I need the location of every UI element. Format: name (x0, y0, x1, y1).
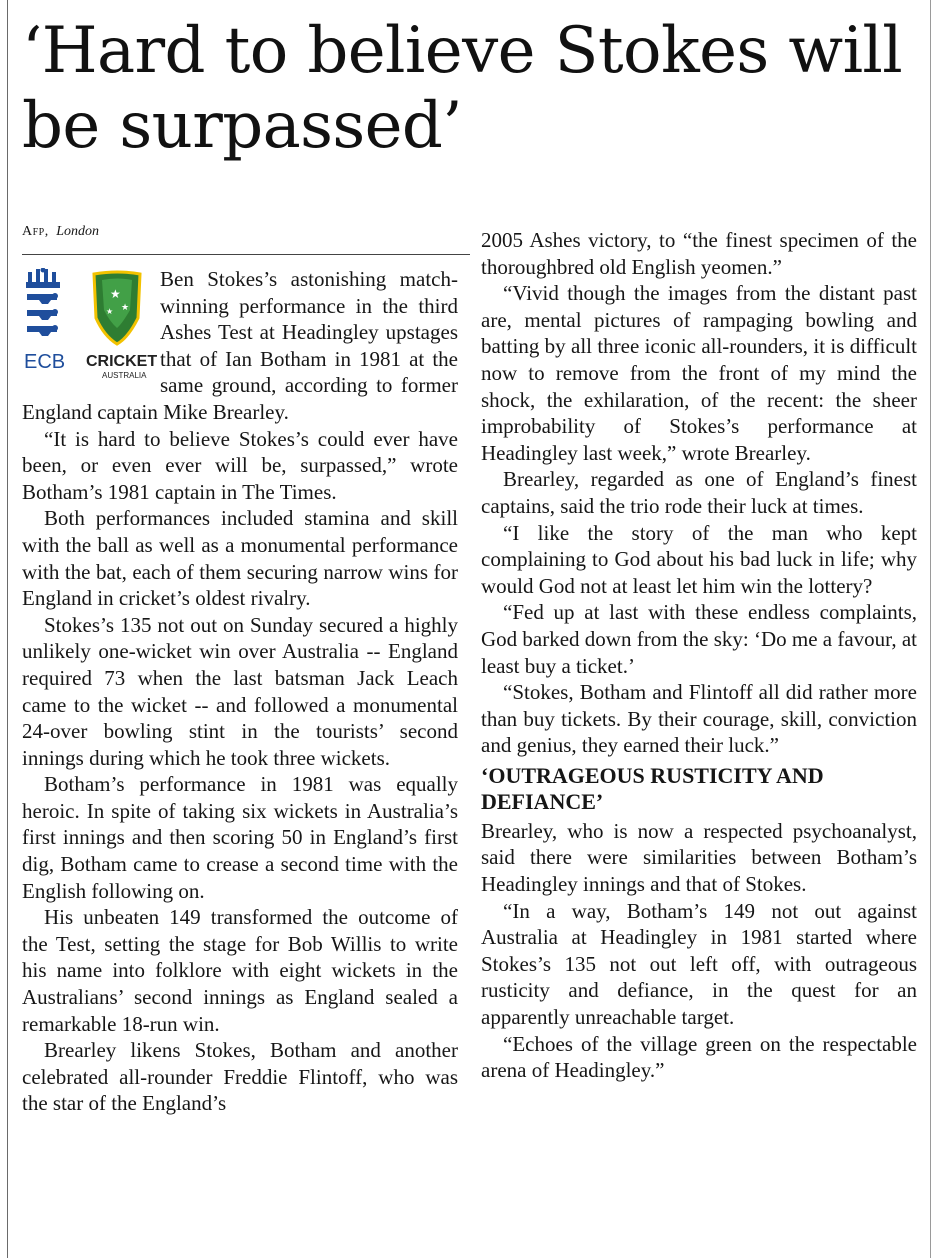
column-rule-left (7, 0, 8, 1258)
logo-wrap-space (22, 266, 160, 398)
star-icon: ★ (110, 287, 121, 301)
cricket-wordmark: CRICKET (86, 353, 158, 370)
body-paragraph: Brearley, regarded as one of England’s finest captains, said the trio rode their luck at times. (481, 467, 917, 518)
body-paragraph: His unbeaten 149 transformed the outcome of the Test, setting the stage for Bob Willis to write his name into folklore with eight wickets in the Australians’ second innings as England sealed a remarkable 18-run win. (22, 905, 458, 1036)
body-paragraph: “In a way, Botham’s 149 not out against Australia at Headingley in 1981 started where Stokes’s 135 not out left off, with outrageous rusticity and defiance, in the quest for an apparently unreachable target. (481, 898, 917, 1030)
body-paragraph: Botham’s performance in 1981 was equally heroic. In spite of taking six wickets in Australia’s first innings and then scoring 50 in England’s first dig, Botham came to crease a second time with the English following on. (22, 772, 458, 903)
body-paragraph: “Echoes of the village green on the respectable arena of Headingley.” (481, 1031, 917, 1083)
body-paragraph: “I like the story of the man who kept complaining to God about his bad luck in life; why would God not at least let him win the lottery? (481, 520, 917, 598)
column-rule-right (930, 0, 931, 1258)
byline-divider (22, 254, 470, 255)
lead-paragraph: Ben Stokes’s astonishing match-winning performance in the third Ashes Test at Headingley upstages that of Ian Botham in 1981 at the same ground, according to former England captain Mike Brearley. (22, 267, 458, 424)
body-paragraph: “Stokes, Botham and Flintoff all did rather more than buy tickets. By their courage, skill, conviction and genius, they earned their luck.” (481, 680, 917, 758)
body-paragraph: Brearley, who is now a respected psychoanalyst, said there were similarities between Botham’s Headingley innings and that of Stokes. (481, 818, 917, 897)
subheading: ‘OUTRAGEOUS RUSTICITY AND DEFIANCE’ (481, 762, 824, 814)
article-column-2 (481, 227, 917, 1084)
body-paragraph: “Vivid though the images from the distant past are, mental pictures of rampaging bowling and batting by all three iconic all-rounders, it is difficult now to remove from the front of my mind the shock, the exhilaration, of the recent: the sheer improbability of Stokes’s performance at Headingley last week,” wrote Brearley. (481, 281, 917, 465)
ecb-wordmark: ECB (24, 351, 66, 373)
body-paragraph: “Fed up at last with these endless complaints, God barked down from the sky: ‘Do me a favour, at least buy a ticket.’ (481, 600, 917, 678)
byline-agency: Afp, (22, 224, 49, 239)
continued-paragraph: 2005 Ashes victory, to “the finest specimen of the thoroughbred old English yeomen.” (481, 228, 917, 279)
body-paragraph: Brearley likens Stokes, Botham and another celebrated all-rounder Freddie Flintoff, who was the star of the England’s (22, 1038, 458, 1116)
australia-wordmark: AUSTRALIA (102, 371, 147, 380)
headline: ‘Hard to believe Stokes will be surpassed’ (22, 14, 903, 163)
body-paragraph: Stokes’s 135 not out on Sunday secured a highly unlikely one-wicket win over Australia -- England required 73 when the last batsman Jack Leach came to the wicket -- and followed a monumental 24-over bowling stint in the tourists’ second innings during which he took three wickets. (22, 612, 458, 770)
star-icon: ★ (121, 303, 130, 313)
byline (22, 224, 99, 240)
article-column-1 (22, 266, 458, 1117)
body-paragraph: Both performances included stamina and skill with the ball as well as a monumental performance with the bat, each of them securing narrow wins for England in cricket’s oldest rivalry. (22, 506, 458, 611)
byline-location: London (56, 224, 100, 239)
body-paragraph: “It is hard to believe Stokes’s could ever have been, or even ever will be, surpassed,” wrote Botham’s 1981 captain in The Times. (22, 426, 458, 504)
star-icon: ★ (106, 307, 114, 316)
